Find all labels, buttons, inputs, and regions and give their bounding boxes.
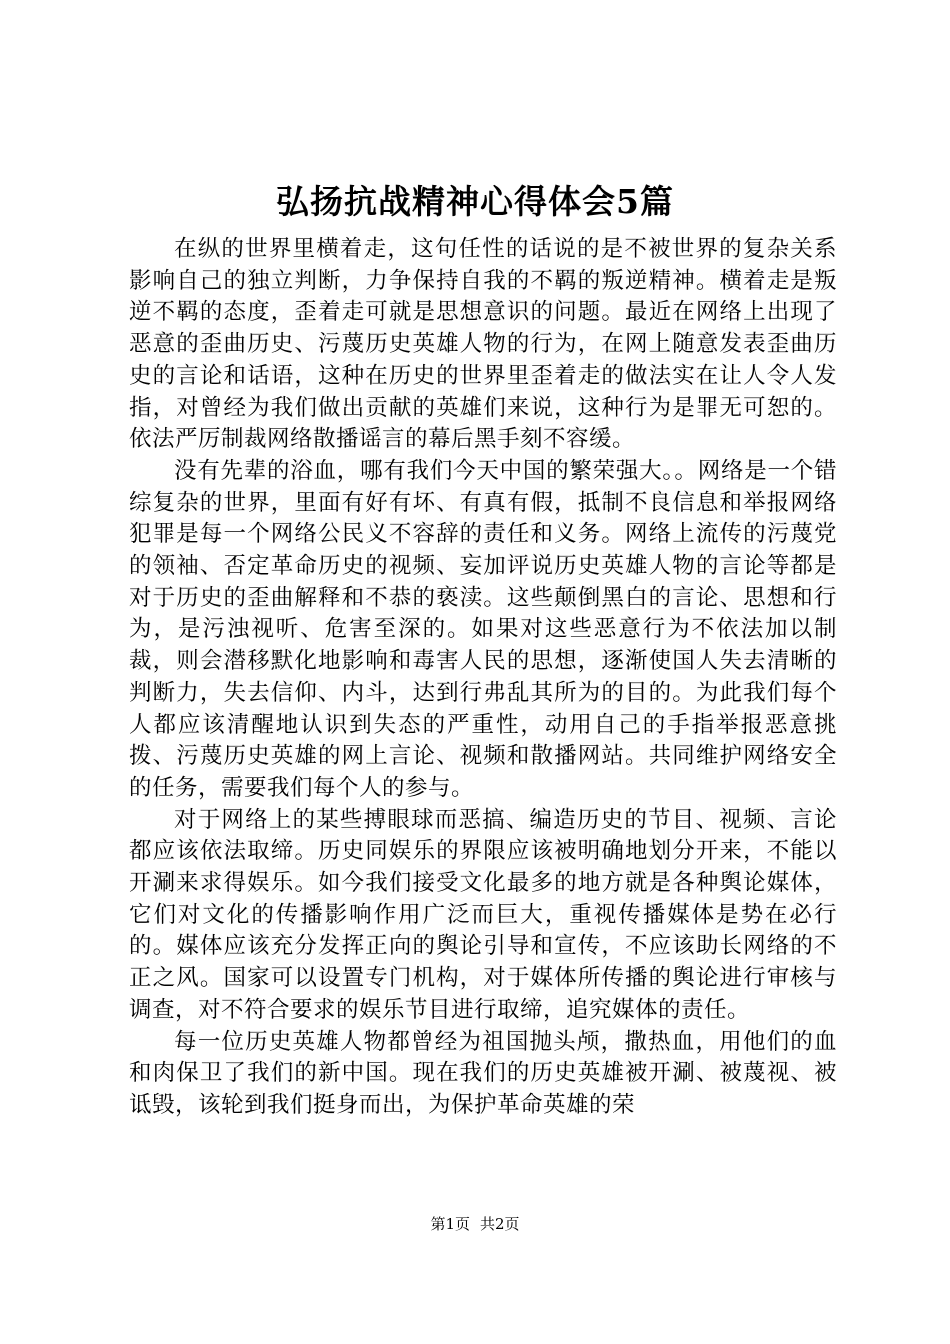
- document-title: 弘扬抗战精神心得体会5篇: [276, 182, 674, 221]
- paragraph-1: 在纵的世界里横着走，这句任性的话说的是不被世界的复杂关系影响自己的独立判断，力争保持自我的不羁的叛逆精神。横着走是叛逆不羁的态度，歪着走可就是思想意识的问题。最近在网络上出现了恶意的歪曲历史、污蔑历史英雄人物的行为，在网上随意发表歪曲历史的言论和话语，这种在历史的世界里歪着走的做法实在让人令人发指，对曾经为我们做出贡献的英雄们来说，这种行为是罪无可恕的。依法严厉制裁网络散播谣言的幕后黑手刻不容缓。: [129, 236, 837, 453]
- paragraph-2: 没有先辈的浴血，哪有我们今天中国的繁荣强大。。网络是一个错综复杂的世界，里面有好有坏、有真有假，抵制不良信息和举报网络犯罪是每一个网络公民义不容辞的责任和义务。网络上流传的污蔑党的领袖、否定革命历史的视频、妄加评说历史英雄人物的言论等都是对于历史的歪曲解释和不恭的亵渎。这些颠倒黑白的言论、思想和行为，是污浊视听、危害至深的。如果对这些恶意行为不依法加以制裁，则会潜移默化地影响和毒害人民的思想，逐渐使国人失去清晰的判断力，失去信仰、内斗，达到行弗乱其所为的目的。为此我们每个人都应该清醒地认识到失态的严重性，动用自己的手指举报恶意挑拨、污蔑历史英雄的网上言论、视频和散播网站。共同维护网络安全的任务，需要我们每个人的参与。: [129, 457, 837, 801]
- page-footer: [0, 1212, 950, 1236]
- paragraph-4: 每一位历史英雄人物都曾经为祖国抛头颅，撒热血，用他们的血和肉保卫了我们的新中国。现在我们的历史英雄被开涮、被蔑视、被诋毁，该轮到我们挺身而出，为保护革命英雄的荣: [129, 1028, 837, 1118]
- page-number: 第1页: [430, 1215, 470, 1233]
- paragraph-3: 对于网络上的某些搏眼球而恶搞、编造历史的节目、视频、言论都应该依法取缔。历史同娱乐的界限应该被明确地划分开来，不能以开涮来求得娱乐。如今我们接受文化最多的地方就是各种舆论媒体，它们对文化的传播影响作用广泛而巨大，重视传播媒体是势在必行的。媒体应该充分发挥正向的舆论引导和宣传，不应该助长网络的不正之风。国家可以设置专门机构，对于媒体所传播的舆论进行审核与调查，对不符合要求的娱乐节目进行取缔，追究媒体的责任。: [129, 806, 837, 1023]
- page-total: 共2页: [480, 1215, 520, 1233]
- document-body: [129, 234, 837, 1122]
